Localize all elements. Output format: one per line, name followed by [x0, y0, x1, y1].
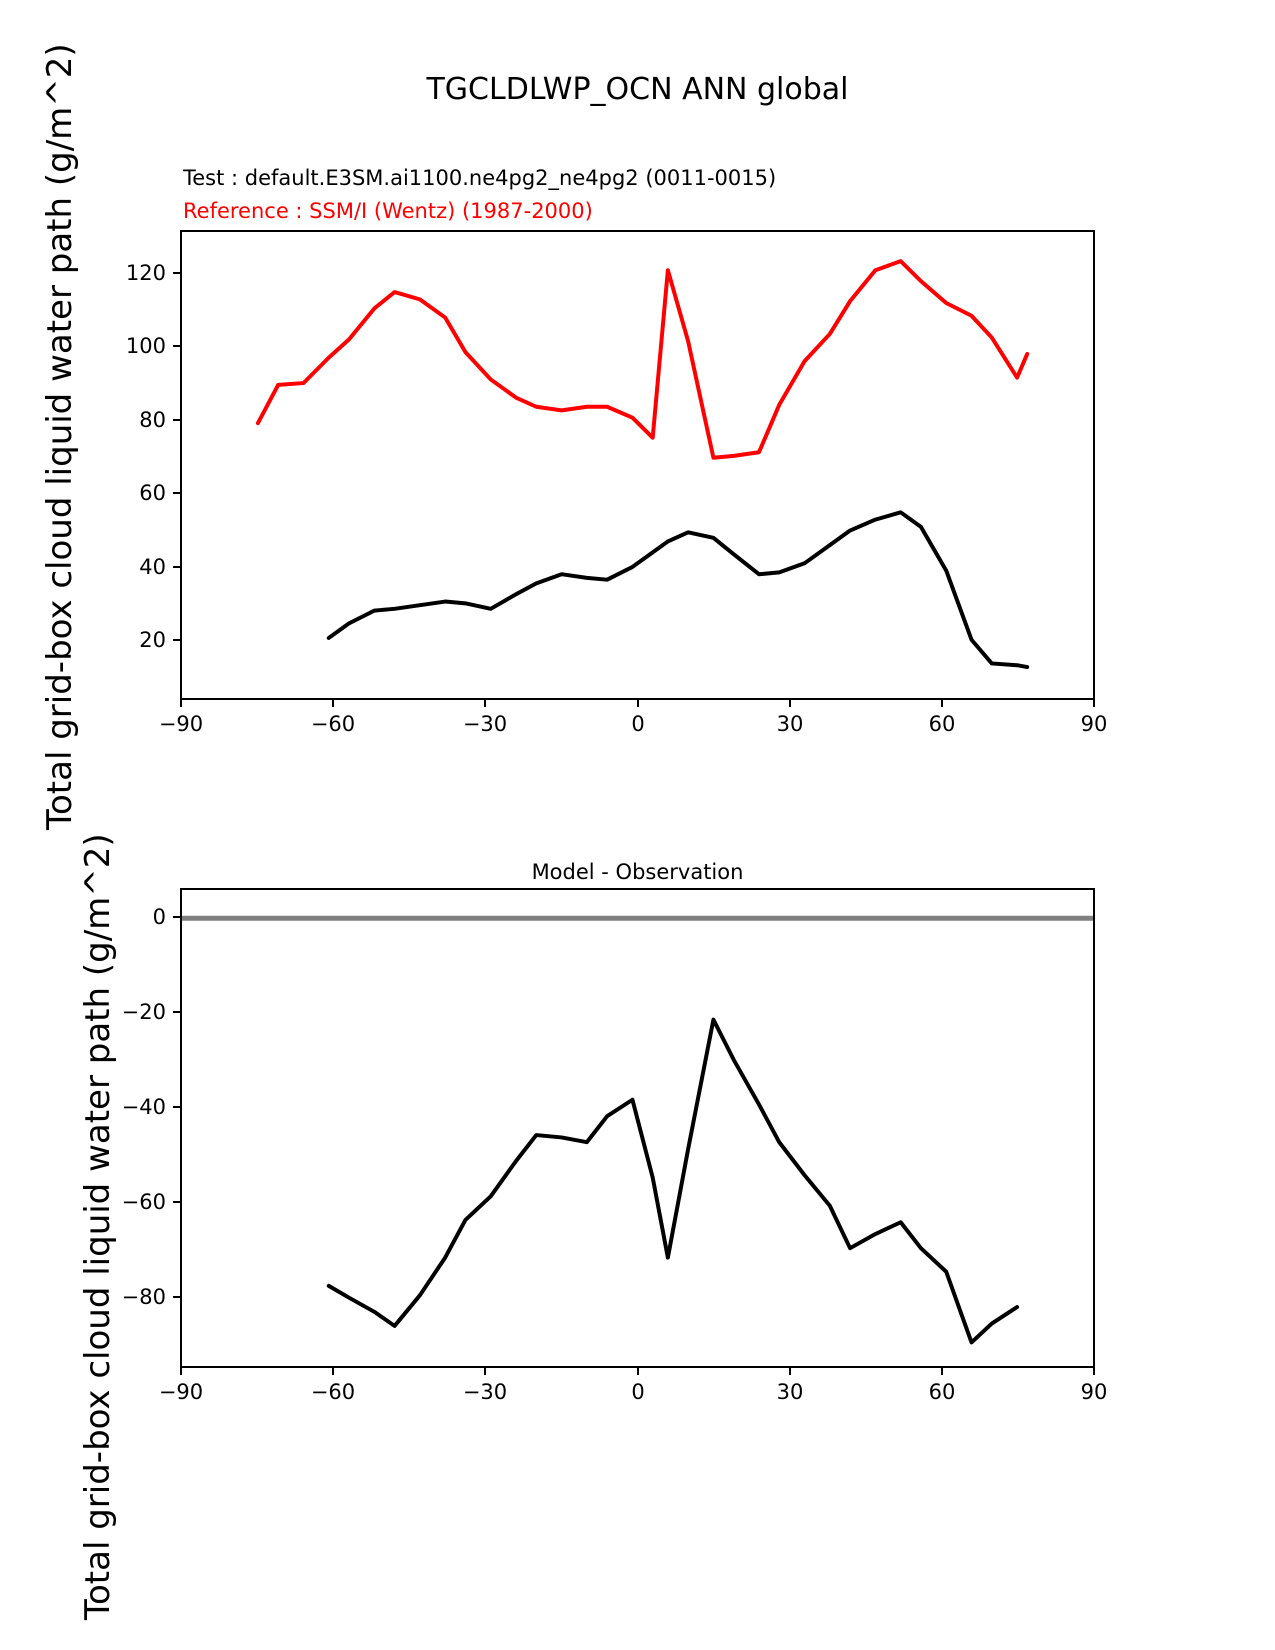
- tick-y1-20: [173, 639, 180, 641]
- tick-x1-4: [789, 700, 791, 707]
- tick-x1-1: [332, 700, 334, 707]
- yticklabel-top-0: 120: [125, 261, 166, 285]
- xticklabel-bottom-6: 90: [1080, 1380, 1108, 1404]
- xticklabel-top-0: −90: [158, 712, 204, 736]
- xticklabel-top-3: 0: [631, 712, 645, 736]
- yticklabel-bottom-3: −60: [121, 1190, 166, 1214]
- tick-x1-3: [637, 700, 639, 707]
- yticklabel-top-1: 100: [125, 334, 166, 358]
- legend-reference-label: Reference : SSM/I (Wentz) (1987-2000): [183, 199, 593, 223]
- tick-x1-5: [941, 700, 943, 707]
- xticklabel-top-2: −30: [462, 712, 508, 736]
- tick-y2-20: [173, 1011, 180, 1013]
- xticklabel-top-1: −60: [310, 712, 356, 736]
- xticklabel-bottom-2: −30: [462, 1380, 508, 1404]
- yticklabel-bottom-4: −80: [121, 1285, 166, 1309]
- legend-test-label: Test : default.E3SM.ai1100.ne4pg2_ne4pg2 (0011-0015): [183, 166, 777, 190]
- xticklabel-bottom-0: −90: [158, 1380, 204, 1404]
- yticklabel-bottom-0: 0: [152, 905, 166, 929]
- tick-y1-80: [173, 419, 180, 421]
- tick-y1-60: [173, 492, 180, 494]
- chart-top-plot: [182, 232, 1093, 698]
- chart-bottom-plot: [182, 890, 1093, 1366]
- tick-x2-2: [484, 1368, 486, 1375]
- chart-panel-top: [180, 230, 1095, 700]
- tick-x2-5: [941, 1368, 943, 1375]
- tick-y2-40: [173, 1106, 180, 1108]
- series-difference-line: [329, 1020, 1017, 1343]
- tick-y1-120: [173, 272, 180, 274]
- xticklabel-bottom-3: 0: [631, 1380, 645, 1404]
- tick-y2-60: [173, 1201, 180, 1203]
- tick-x2-6: [1093, 1368, 1095, 1375]
- xticklabel-top-5: 60: [928, 712, 956, 736]
- xticklabel-top-4: 30: [776, 712, 804, 736]
- tick-x1-6: [1093, 700, 1095, 707]
- tick-y1-100: [173, 345, 180, 347]
- xticklabel-bottom-1: −60: [310, 1380, 356, 1404]
- y-axis-label-top: Total grid-box cloud liquid water path (g/m^2): [40, 43, 80, 830]
- tick-x1-2: [484, 700, 486, 707]
- y-axis-label-bottom: Total grid-box cloud liquid water path (g/m^2): [78, 833, 118, 1620]
- yticklabel-bottom-1: −20: [121, 1000, 166, 1024]
- series-reference-line: [258, 261, 1027, 458]
- tick-x2-0: [180, 1368, 182, 1375]
- tick-x2-3: [637, 1368, 639, 1375]
- xticklabel-bottom-4: 30: [776, 1380, 804, 1404]
- yticklabel-top-2: 80: [139, 408, 166, 432]
- tick-x1-0: [180, 700, 182, 707]
- tick-x2-4: [789, 1368, 791, 1375]
- xticklabel-top-6: 90: [1080, 712, 1108, 736]
- yticklabel-top-3: 60: [139, 481, 166, 505]
- tick-y2-0: [173, 916, 180, 918]
- yticklabel-bottom-2: −40: [121, 1095, 166, 1119]
- yticklabel-top-5: 20: [139, 628, 166, 652]
- xticklabel-bottom-5: 60: [928, 1380, 956, 1404]
- tick-x2-1: [332, 1368, 334, 1375]
- tick-y1-40: [173, 566, 180, 568]
- series-test-line: [329, 512, 1027, 667]
- yticklabel-top-4: 40: [139, 555, 166, 579]
- tick-y2-80: [173, 1296, 180, 1298]
- chart-bottom-title: Model - Observation: [531, 860, 744, 884]
- page-title: TGCLDLWP_OCN ANN global: [426, 72, 849, 107]
- chart-panel-bottom: [180, 888, 1095, 1368]
